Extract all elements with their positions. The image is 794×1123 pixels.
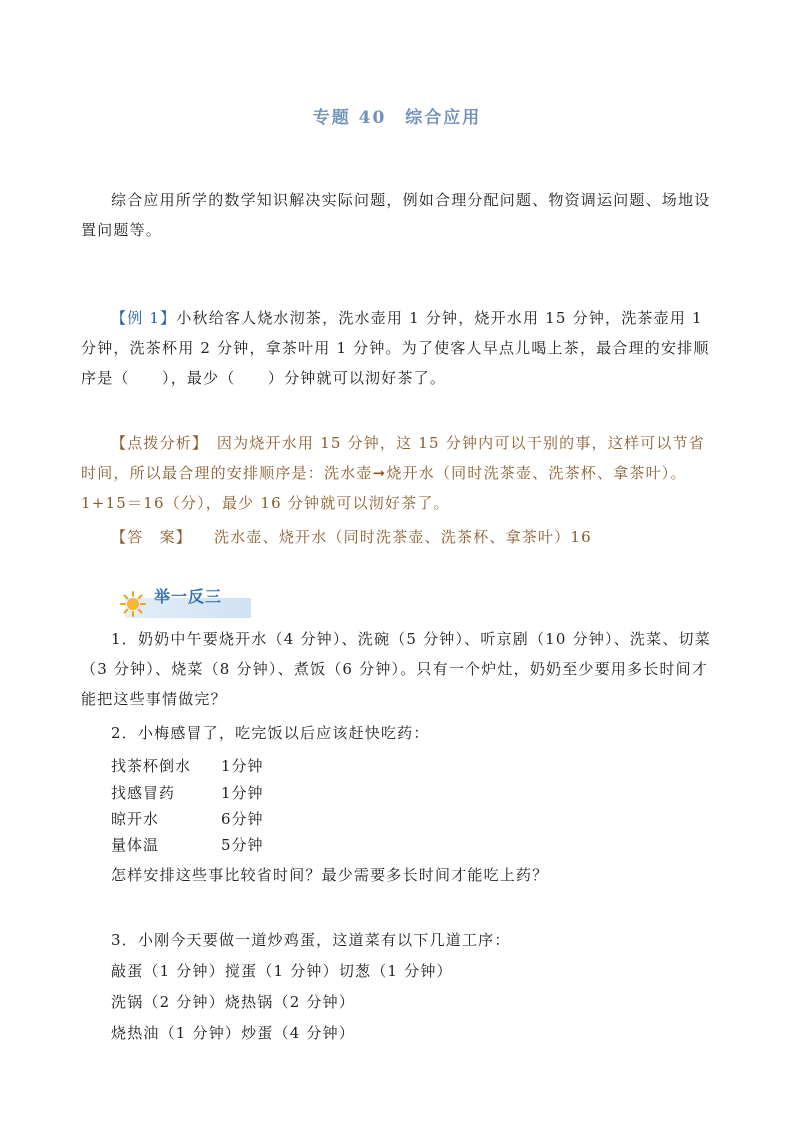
step-line: 敲蛋（1 分钟）搅蛋（1 分钟）切葱（1 分钟）	[111, 962, 453, 980]
question-3-intro: 3．小刚今天要做一道炒鸡蛋，这道菜有以下几道工序：	[111, 931, 511, 949]
task-time: 1分钟	[221, 784, 264, 802]
table-row	[111, 808, 264, 829]
example-1	[81, 303, 721, 393]
table-row	[111, 834, 264, 855]
example-1-text: 小秋给客人烧水沏茶，洗水壶用 1 分钟，烧开水用 15 分钟，洗茶壶用 1 分钟，洗茶杯用 2 分钟，拿茶叶用 1 分钟。为了使客人早点儿喝上茶，最合理的安排顺序是（ ），最少（ ）分钟就可以沏好茶了。	[81, 309, 710, 387]
question-2-intro: 2．小梅感冒了，吃完饭以后应该赶快吃药：	[111, 724, 430, 742]
table-row	[111, 782, 264, 803]
table-row	[111, 755, 264, 776]
task-name: 找感冒药	[111, 784, 176, 802]
task-name: 找茶杯倒水	[111, 757, 192, 775]
task-name: 晾开水	[111, 810, 160, 828]
section-badge	[119, 584, 251, 620]
page-title: 专题 40 综合应用	[312, 108, 482, 128]
example-1-tag: 【例 1】	[111, 309, 177, 327]
answer-tag: 【答 案】	[111, 528, 193, 546]
intro-paragraph: 综合应用所学的数学知识解决实际问题，例如合理分配问题、物资调运问题、场地设置问题等。	[81, 191, 711, 239]
task-time: 5分钟	[221, 836, 264, 854]
task-time: 6分钟	[221, 810, 264, 828]
task-time: 1分钟	[221, 757, 264, 775]
answer-line	[111, 522, 592, 552]
badge-label: 举一反三	[154, 587, 223, 606]
step-line: 洗锅（2 分钟）烧热锅（2 分钟）	[111, 993, 356, 1011]
step-line: 烧热油（1 分钟）炒蛋（4 分钟）	[111, 1024, 356, 1042]
question-2-question: 怎样安排这些事比较省时间？最少需要多长时间才能吃上药？	[111, 866, 549, 884]
task-name: 量体温	[111, 836, 160, 854]
analysis-paragraph: 【点拨分析】 因为烧开水用 15 分钟，这 15 分钟内可以干别的事，这样可以节省时间，所以最合理的安排顺序是：洗水壶➞烧开水（同时洗茶壶、洗茶杯、拿茶叶）。1+15＝16（分），最少 16 分钟就可以沏好茶了。	[81, 434, 705, 512]
answer-text: 洗水壶、烧开水（同时洗茶壶、洗茶杯、拿茶叶）16	[214, 528, 592, 546]
sun-icon	[119, 590, 147, 618]
question-1: 1．奶奶中午要烧开水（4 分钟）、洗碗（5 分钟）、听京剧（10 分钟）、洗菜、切菜（3 分钟）、烧菜（8 分钟）、煮饭（6 分钟）。只有一个炉灶，奶奶至少要用多长时间才能把这些事情做完？	[81, 630, 711, 708]
